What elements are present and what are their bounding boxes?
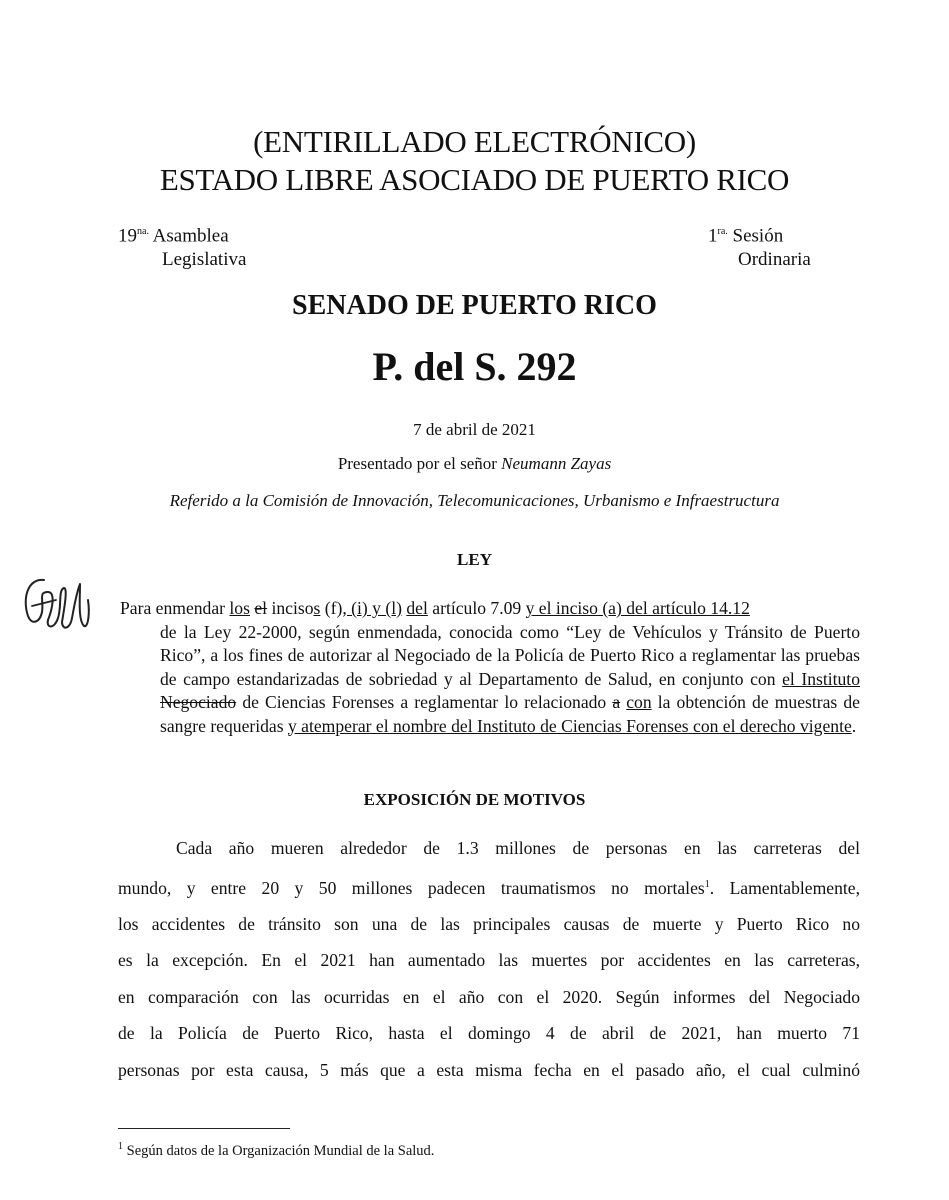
title-inserted-text: y el inciso (a) del artículo 14.12	[525, 598, 750, 618]
body-line: personas por esta causa, 5 más que a esta misma fecha en el pasado año, el cual culminó	[118, 1059, 860, 1080]
body-line: los accidentes de tránsito son una de las principales causas de muerte y Puerto Rico no	[118, 913, 860, 934]
title-inserted-text: s	[313, 598, 321, 618]
body-line-text: mundo, y entre 20 y 50 millones padecen traumatismos no mortales	[118, 877, 705, 898]
referred-to: Referido a la Comisión de Innovación, Telecomunicaciones, Urbanismo e Infraestructura	[169, 491, 780, 510]
session-sup: ra.	[717, 226, 728, 237]
title-inserted-text: del	[406, 598, 428, 618]
title-text: inciso	[267, 598, 314, 618]
title-text: .	[851, 715, 857, 736]
session-right	[708, 220, 811, 272]
body-line: es la excepción. En el 2021 han aumentado las muertes por accidentes en las carreteras,	[118, 950, 860, 971]
session-label: Sesión	[732, 225, 784, 247]
title-text: artículo 7.09	[427, 598, 526, 618]
title-text: la obtención de muestras de sangre requeridas	[160, 692, 860, 736]
footnote-text: Según datos de la Organización Mundial de la Salud.	[126, 1142, 435, 1159]
header-line-1: (ENTIRILLADO ELECTRÓNICO)	[253, 124, 696, 159]
title-struck-text: a	[612, 692, 621, 712]
footnote-reference[interactable]: 1	[704, 878, 710, 890]
presented-prefix: Presentado por el señor	[337, 454, 497, 473]
presented-name: Neumann Zayas	[501, 454, 612, 473]
body-line	[118, 867, 860, 906]
session-number: 1	[708, 225, 718, 247]
title-struck-text: el	[254, 598, 268, 618]
title-struck-text: Negociado	[160, 692, 237, 712]
title-inserted-text: y atemperar el nombre del Instituto de Ciencias Forenses con el derecho vigente	[287, 715, 852, 736]
footnote-divider	[118, 1128, 290, 1129]
title-continuation	[120, 621, 860, 739]
assembly-left	[118, 220, 246, 272]
assembly-label: Asamblea	[152, 225, 229, 247]
senate-title: SENADO DE PUERTO RICO	[292, 290, 657, 321]
assembly-number: 19	[118, 225, 137, 247]
bill-number: P. del S. 292	[372, 344, 577, 389]
handwritten-initials-icon	[18, 570, 98, 650]
title-text: (f)	[320, 598, 343, 618]
footnote-number: 1	[118, 1141, 123, 1152]
title-inserted-text: los	[229, 598, 250, 618]
presented-by	[0, 454, 949, 474]
body-line: Cada año mueren alrededor de 1.3 millones de personas en las carreteras del	[176, 838, 860, 858]
bill-title	[120, 597, 860, 738]
title-inserted-text: con	[626, 692, 652, 712]
header-line-2: ESTADO LIBRE ASOCIADO DE PUERTO RICO	[159, 162, 790, 197]
title-inserted-text: , (i) y (l)	[342, 598, 402, 618]
body-line: en comparación con las ocurridas en el año con el 2020. Según informes del Negociado	[118, 986, 860, 1007]
motives-body	[118, 830, 860, 1088]
body-line: de la Policía de Puerto Rico, hasta el domingo 4 de abril de 2021, han muerto 71	[118, 1023, 860, 1044]
assembly-sup: na.	[137, 226, 149, 237]
title-text: de la Ley 22-2000, según enmendada, conocida como “Ley de Vehículos y Tránsito de Puerto Rico”, a los fines de autorizar al Negociado de la Policía de Puerto Rico a reglamentar las pruebas de campo estandarizadas de sobriedad y al Departamento de Salud, en conjunto con	[160, 621, 860, 689]
body-line-text: . Lamentablemente,	[709, 877, 860, 898]
footnote	[118, 1141, 434, 1160]
assembly-label-2: Legislativa	[162, 249, 247, 271]
session-label-2: Ordinaria	[738, 249, 811, 271]
title-inserted-text: el Instituto	[782, 668, 860, 689]
title-text: de Ciencias Forenses a reglamentar lo relacionado	[236, 692, 613, 712]
motives-heading: EXPOSICIÓN DE MOTIVOS	[363, 790, 586, 809]
law-heading: LEY	[457, 550, 492, 569]
title-text: Para enmendar	[120, 598, 230, 618]
bill-date: 7 de abril de 2021	[413, 420, 536, 439]
